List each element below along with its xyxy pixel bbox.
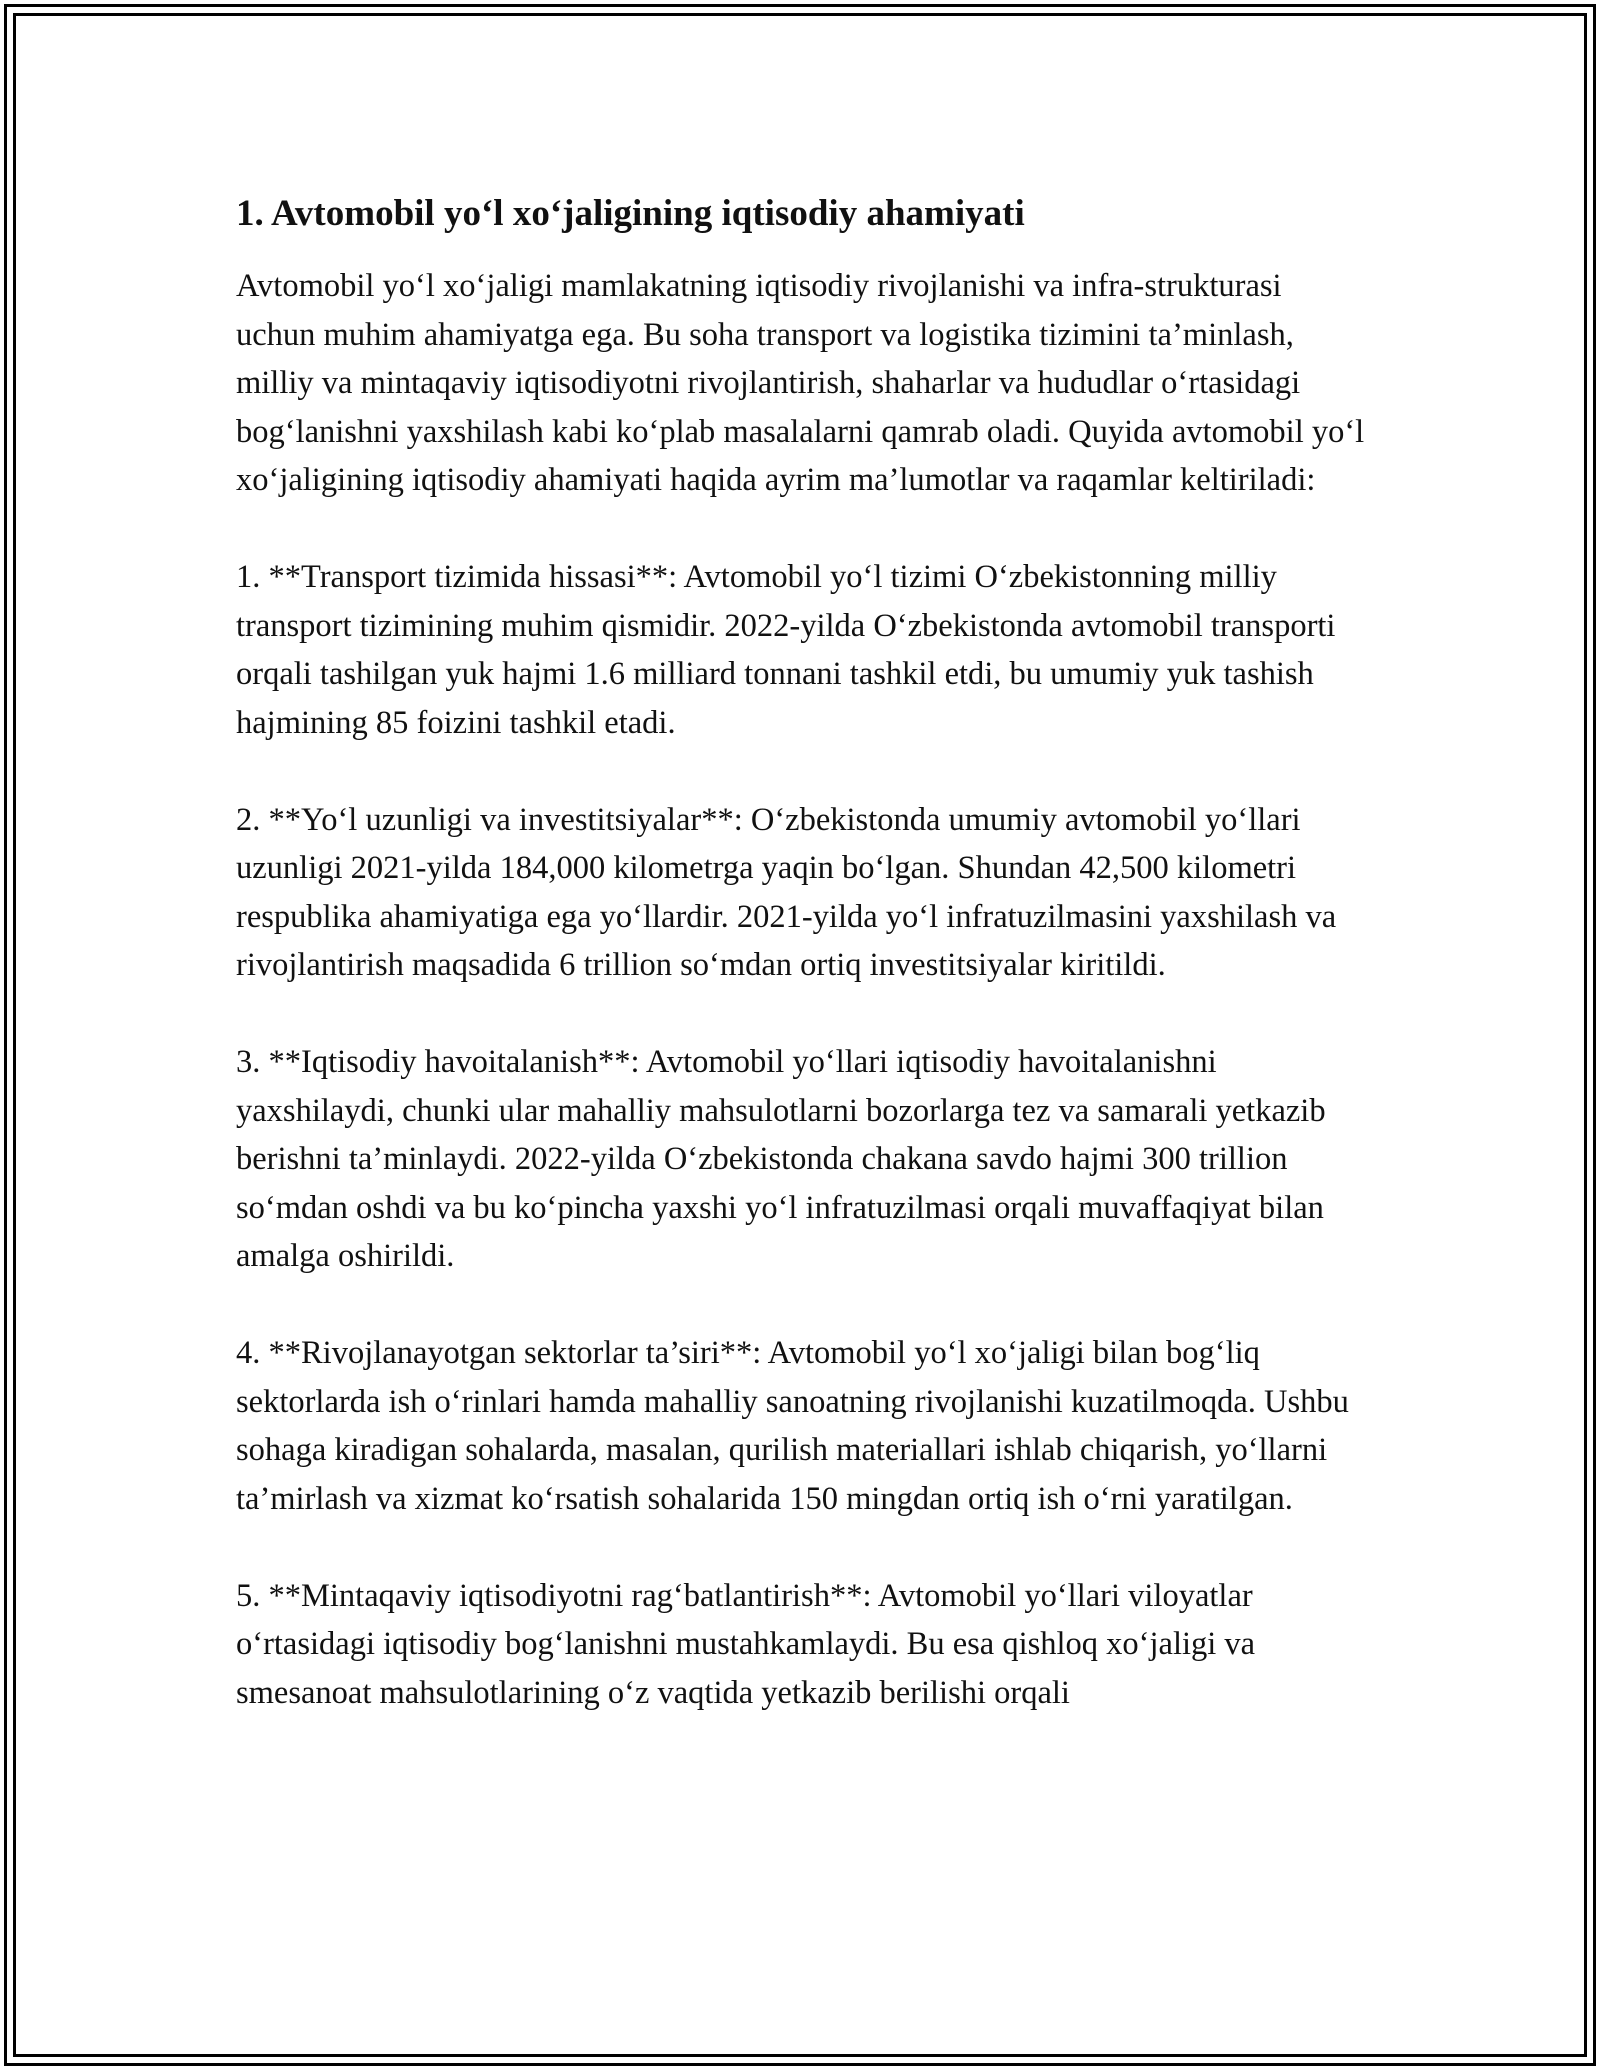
- paragraph-economic: 3. **Iqtisodiy havoitalanish**: Avtomobil yo‘llari iqtisodiy havoitalanishni yaxshilaydi, chunki ular mahalliy mahsulotlarni bozorlarga tez va samarali yetkazib berishni ta’minlaydi. 2022-yilda O‘zbekistonda chakana savdo hajmi 300 trillion so‘mdan oshdi va bu ko‘pincha yaxshi yo‘l infratuzilmasi orqali muvaffaqiyat bilan amalga oshirildi.: [236, 1044, 1326, 1274]
- paragraph-sectors: 4. **Rivojlanayotgan sektorlar ta’siri**: Avtomobil yo‘l xo‘jaligi bilan bog‘liq sektorlarda ish o‘rinlari hamda mahalliy sanoatning rivojlanishi kuzatilmoqda. Ushbu sohaga kiradigan sohalarda, masalan, qurilish materiallari ishlab chiqarish, yo‘llarni ta’mirlash va xizmat ko‘rsatish sohalarida 150 mingdan ortiq ish o‘rni yaratilgan.: [236, 1335, 1349, 1517]
- paragraph-transport: 1. **Transport tizimida hissasi**: Avtomobil yo‘l tizimi O‘zbekistonning milliy transport tizimining muhim qismidir. 2022-yilda O‘zbekistonda avtomobil transporti orqali tashilgan yuk hajmi 1.6 milliard tonnani tashkil etdi, bu umumiy yuk tashish hajmining 85 foizini tashkil etadi.: [236, 559, 1336, 741]
- intro-paragraph: Avtomobil yo‘l xo‘jaligi mamlakatning iqtisodiy rivojlanishi va infra-strukturasi uchun muhim ahamiyatga ega. Bu soha transport va logistika tizimini ta’minlash, milliy va mintaqaviy iqtisodiyotni rivojlantirish, shaharlar va hududlar o‘rtasidagi bog‘lanishni yaxshilash kabi ko‘plab masalalarni qamrab oladi. Quyida avtomobil yo‘l xo‘jaligining iqtisodiy ahamiyati haqida ayrim ma’lumotlar va raqamlar keltiriladi:: [236, 268, 1365, 498]
- paragraph-regional: 5. **Mintaqaviy iqtisodiyotni rag‘batlantirish**: Avtomobil yo‘llari viloyatlar o‘rtasidagi iqtisodiy bog‘lanishni mustahkamlaydi. Bu esa qishloq xo‘jaligi va smesanoat mahsulotlarining o‘z vaqtida yetkazib berilishi orqali: [236, 1577, 1256, 1711]
- document-title: 1. Avtomobil yo‘l xo‘jaligining iqtisodiy ahamiyati: [236, 193, 1025, 234]
- document-body: [236, 188, 1366, 1766]
- paragraph-road-length: 2. **Yo‘l uzunligi va investitsiyalar**: O‘zbekistonda umumiy avtomobil yo‘llari uzunligi 2021-yilda 184,000 kilometrga yaqin bo‘lgan. Shundan 42,500 kilometri respublika ahamiyatiga ega yo‘llardir. 2021-yilda yo‘l infratuzilmasini yaxshilash va rivojlantirish maqsadida 6 trillion so‘mdan ortiq investitsiyalar kiritildi.: [236, 801, 1337, 983]
